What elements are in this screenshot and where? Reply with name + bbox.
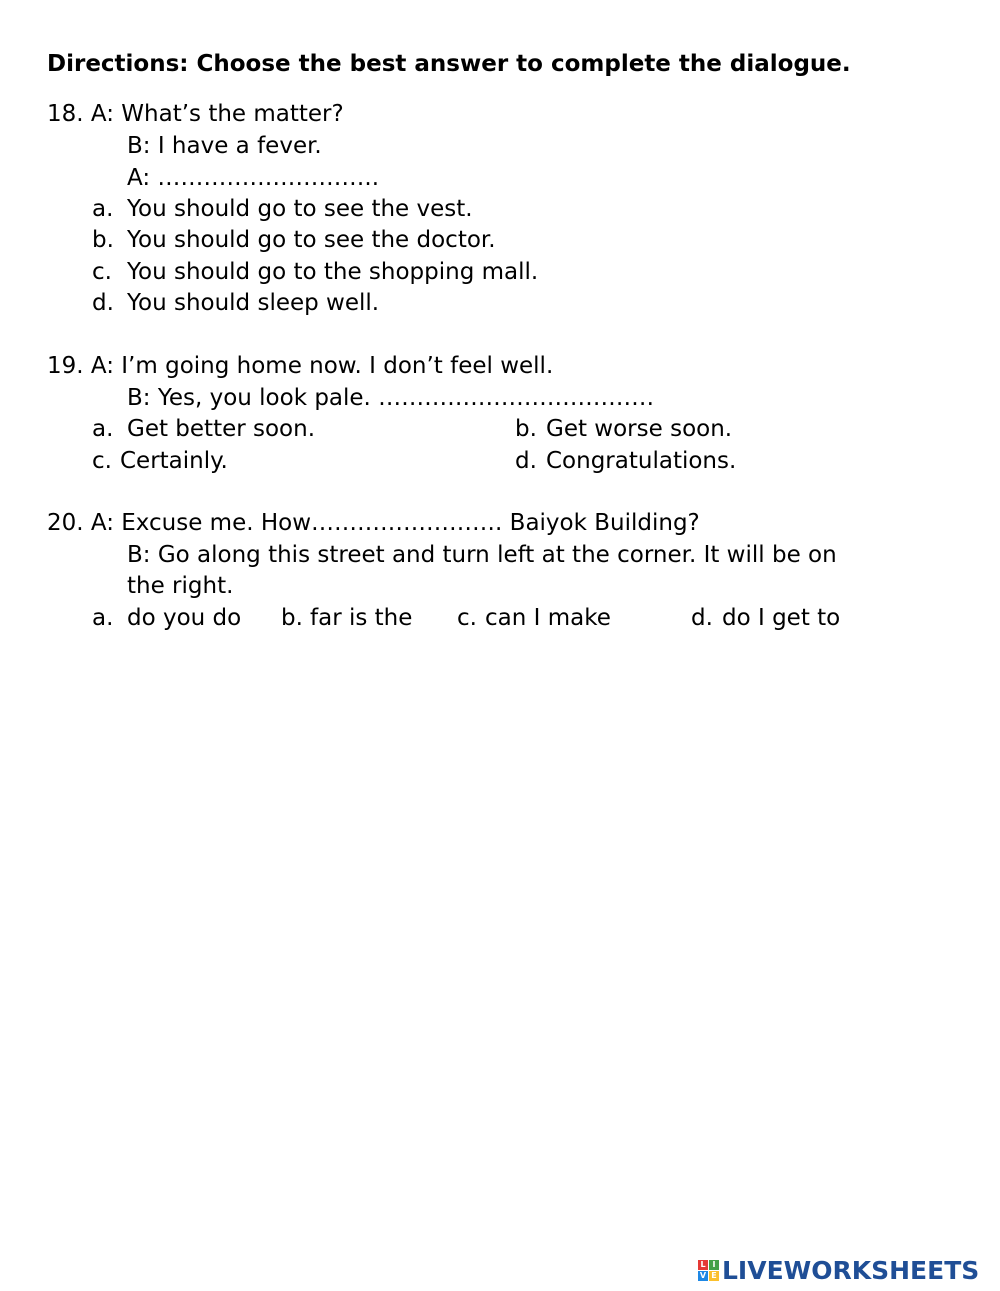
q19-option-b-letter: b. [515, 416, 537, 442]
q19-option-a[interactable]: Get better soon. [127, 416, 316, 442]
q18-option-d[interactable]: You should sleep well. [127, 290, 380, 316]
q18-option-b-letter: b. [92, 227, 114, 253]
q20-response-b-line2: the right. [127, 573, 234, 599]
liveworksheets-logo-icon [698, 1260, 719, 1281]
q19-option-a-letter: a. [92, 416, 114, 442]
q19-option-d-letter: d. [515, 448, 537, 474]
q20-option-b[interactable]: far is the [310, 605, 413, 631]
q20-option-c[interactable]: can I make [485, 605, 611, 631]
q18-response-b: B: I have a fever. [127, 133, 322, 159]
q20-option-d[interactable]: do I get to [722, 605, 841, 631]
q18-option-c[interactable]: You should go to the shopping mall. [127, 259, 539, 285]
q19-option-b[interactable]: Get worse soon. [546, 416, 733, 442]
q18-prompt-a: 18. A: What’s the matter? [47, 101, 344, 127]
q20-option-b-letter: b. [281, 605, 303, 631]
q18-option-a[interactable]: You should go to see the vest. [127, 196, 473, 222]
liveworksheets-brand [698, 1255, 979, 1285]
q18-option-c-letter: c. [92, 259, 112, 285]
q19-option-c-letter: c. [92, 448, 112, 474]
q20-option-c-letter: c. [457, 605, 477, 631]
brand-name: LIVEWORKSHEETS [722, 1255, 980, 1285]
q20-prompt-a: 20. A: Excuse me. How……………………. Baiyok Building? [47, 510, 700, 536]
q20-option-a[interactable]: do you do [127, 605, 242, 631]
q18-option-d-letter: d. [92, 290, 114, 316]
logo-letter-e: E [709, 1271, 719, 1281]
q18-option-a-letter: a. [92, 196, 114, 222]
directions-heading: Directions: Choose the best answer to complete the dialogue. [47, 51, 851, 77]
logo-letter-l: L [698, 1260, 708, 1270]
q19-option-d[interactable]: Congratulations. [546, 448, 737, 474]
logo-letter-i: I [709, 1260, 719, 1270]
q19-prompt-a: 19. A: I’m going home now. I don’t feel well. [47, 353, 554, 379]
q20-option-a-letter: a. [92, 605, 114, 631]
q19-response-b: B: Yes, you look pale. ……………………………… [127, 385, 655, 411]
q18-blank-a: A: ……………………….. [127, 165, 380, 191]
q20-response-b-line1: B: Go along this street and turn left at the corner. It will be on [127, 542, 837, 568]
q20-option-d-letter: d. [691, 605, 713, 631]
logo-letter-v: V [699, 1270, 707, 1280]
q18-option-b[interactable]: You should go to see the doctor. [127, 227, 496, 253]
q19-option-c[interactable]: Certainly. [120, 448, 228, 474]
